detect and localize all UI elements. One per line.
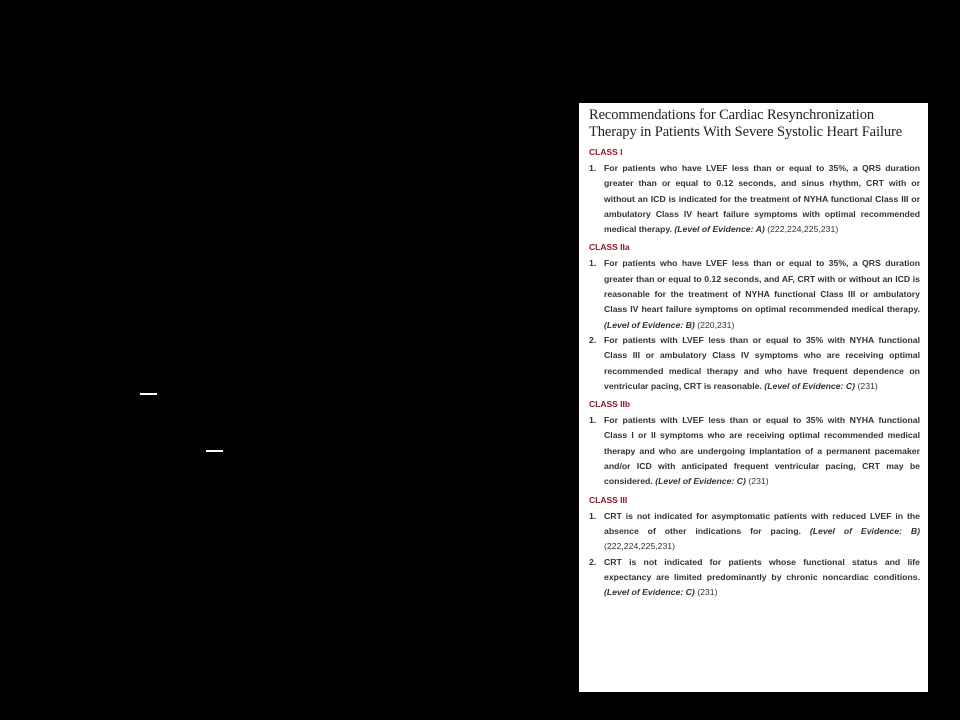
dash-mark-1 [140,393,157,395]
level-of-evidence: (Level of Evidence: B) [604,319,695,330]
item-body: CRT is not indicated for asymptomatic patients with reduced LVEF in the absence of other indications for pacing. [604,510,920,536]
class-iia-heading: CLASS IIa [589,242,630,253]
item-body: For patients with LVEF less than or equal to 35% with NYHA functional Class III or ambulatory Class IV symptoms who are receiving optimal recommended medical therapy and who have frequent dependence on ventricular pacing, CRT is reasonable. [604,334,920,391]
item-text [604,413,920,489]
references: (222,224,225,231) [604,541,676,552]
references: (231) [748,476,769,487]
recommendations-panel [579,103,928,692]
level-of-evidence: (Level of Evidence: C) [764,380,856,391]
references: (222,224,225,231) [767,224,839,235]
item-number: 2. [589,334,597,345]
level-of-evidence: (Level of Evidence: A) [674,224,765,235]
item-text [604,256,920,332]
level-of-evidence: (Level of Evidence: B) [809,525,921,536]
class-i-heading: CLASS I [589,147,623,157]
item-text [604,555,920,601]
item-text [604,161,920,237]
item-number: 1. [589,415,597,426]
document-title: Recommendations for Cardiac Resynchronization Therapy in Patients With Severe Systolic Heart Failure [589,107,903,140]
references: (231) [697,587,718,598]
class-iib-heading: CLASS IIb [589,399,631,410]
item-body: For patients who have LVEF less than or equal to 35%, a QRS duration greater than or equal to 0.12 seconds, and AF, CRT with or without an ICD is reasonable for the treatment of NYHA functional Class III or ambulatory Class IV heart failure symptoms on optimal recommended medical therapy. [604,258,920,315]
item-text [604,333,920,394]
item-number: 2. [589,556,597,567]
item-number: 1. [589,510,597,521]
recommendation-item [589,161,920,237]
item-body: For patients who have LVEF less than or equal to 35%, a QRS duration greater than or equal to 0.12 seconds, and sinus rhythm, CRT with or without an ICD is indicated for the treatment of NYHA functional Class III or ambulatory Class IV heart failure symptoms with optimal recommended medical therapy. [604,163,920,235]
item-body: CRT is not indicated for patients whose functional status and life expectancy are limited predominantly by chronic noncardiac conditions. [604,556,920,582]
recommendation-item [589,555,920,601]
references: (220,231) [697,319,735,330]
item-number: 1. [589,163,597,173]
item-number: 1. [589,258,597,269]
level-of-evidence: (Level of Evidence: C) [655,476,746,487]
recommendation-item [589,333,920,394]
item-body: For patients with LVEF less than or equal to 35% with NYHA functional Class I or II symptoms who are receiving optimal recommended medical therapy and who are undergoing implantation of a permanent pacemaker and/or ICD with anticipated frequent ventricular pacing, CRT may be considered. [604,415,920,487]
recommendation-item [589,509,920,555]
item-text [604,509,920,555]
class-iii-heading: CLASS III [589,494,628,505]
references: (231) [857,380,878,391]
dash-mark-2 [206,450,223,452]
recommendation-item [589,256,920,332]
recommendation-item [589,413,920,489]
level-of-evidence: (Level of Evidence: C) [604,587,695,598]
